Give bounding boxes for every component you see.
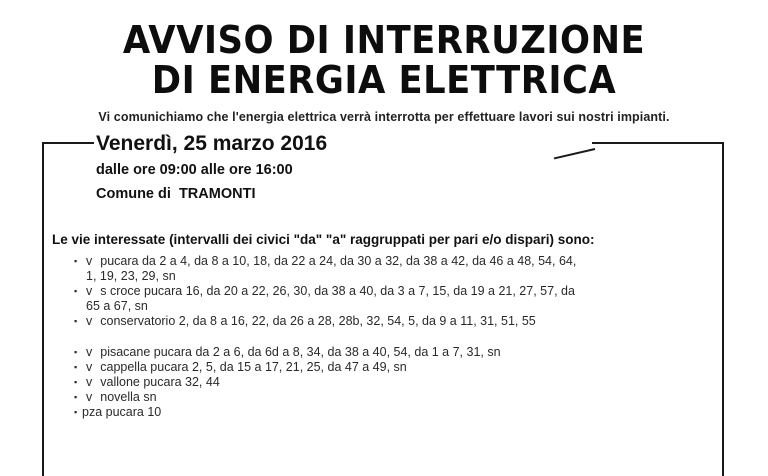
list-item: ▪ v conservatorio 2, da 8 a 16, 22, da 26 a 28, 28b, 32, 54, 5, da 9 a 11, 31, 51, 55 xyxy=(74,314,536,328)
list-item: ▪ pza pucara 10 xyxy=(74,405,162,419)
comune xyxy=(96,186,255,202)
list-item: ▪ v cappella pucara 2, 5, da 15 a 17, 21, 25, da 47 a 49, sn xyxy=(74,360,407,374)
interruption-date: Venerdì, 25 marzo 2016 xyxy=(96,132,328,155)
list-item: ▪ v pucara da 2 a 4, da 8 a 10, 18, da 22 a 24, da 30 a 32, da 38 a 42, da 46 a 48, 54, 64, 1, 19, 23, 29, sn xyxy=(74,254,577,283)
title-line-2: DI ENERGIA ELETTRICA xyxy=(151,58,617,102)
frame-flourish xyxy=(554,148,595,159)
bullet-icon: ▪ xyxy=(74,316,78,326)
bullet-icon: ▪ xyxy=(74,377,78,387)
frame-top-left xyxy=(42,142,94,144)
bullet-icon: ▪ xyxy=(74,362,78,372)
list-item: ▪ v pisacane pucara da 2 a 6, da 6d a 8, 34, da 38 a 40, 54, da 1 a 7, 31, sn xyxy=(74,345,501,359)
comune-label: Comune di xyxy=(96,186,171,202)
comune-name: TRAMONTI xyxy=(178,186,256,202)
bullet-icon: ▪ xyxy=(74,347,78,357)
intro-text: Vi comunichiamo che l'energia elettrica verrà interrotta per effettuare lavori sui nostri impianti. xyxy=(98,110,670,124)
bullet-icon: ▪ xyxy=(74,407,78,417)
list-item: ▪ v s croce pucara 16, da 20 a 22, 26, 30, da 38 a 40, da 3 a 7, 15, da 19 a 21, 27, 57, da 65 a 67, sn xyxy=(74,284,575,313)
bullet-icon: ▪ xyxy=(74,392,78,402)
interruption-hours: dalle ore 09:00 alle ore 16:00 xyxy=(96,162,293,178)
frame-right xyxy=(722,142,724,476)
streets-lead: Le vie interessate (intervalli dei civici "da" "a" raggruppati per pari e/o dispari) sono: xyxy=(52,232,595,247)
bullet-icon: ▪ xyxy=(74,256,78,266)
frame-top-right xyxy=(592,142,724,144)
list-item: ▪ v vallone pucara 32, 44 xyxy=(74,375,220,389)
frame-left xyxy=(42,142,44,476)
bullet-icon: ▪ xyxy=(74,286,78,296)
streets-list xyxy=(74,254,714,420)
title-line-1: AVVISO DI INTERRUZIONE xyxy=(122,18,646,62)
list-item: ▪ v novella sn xyxy=(74,390,157,404)
